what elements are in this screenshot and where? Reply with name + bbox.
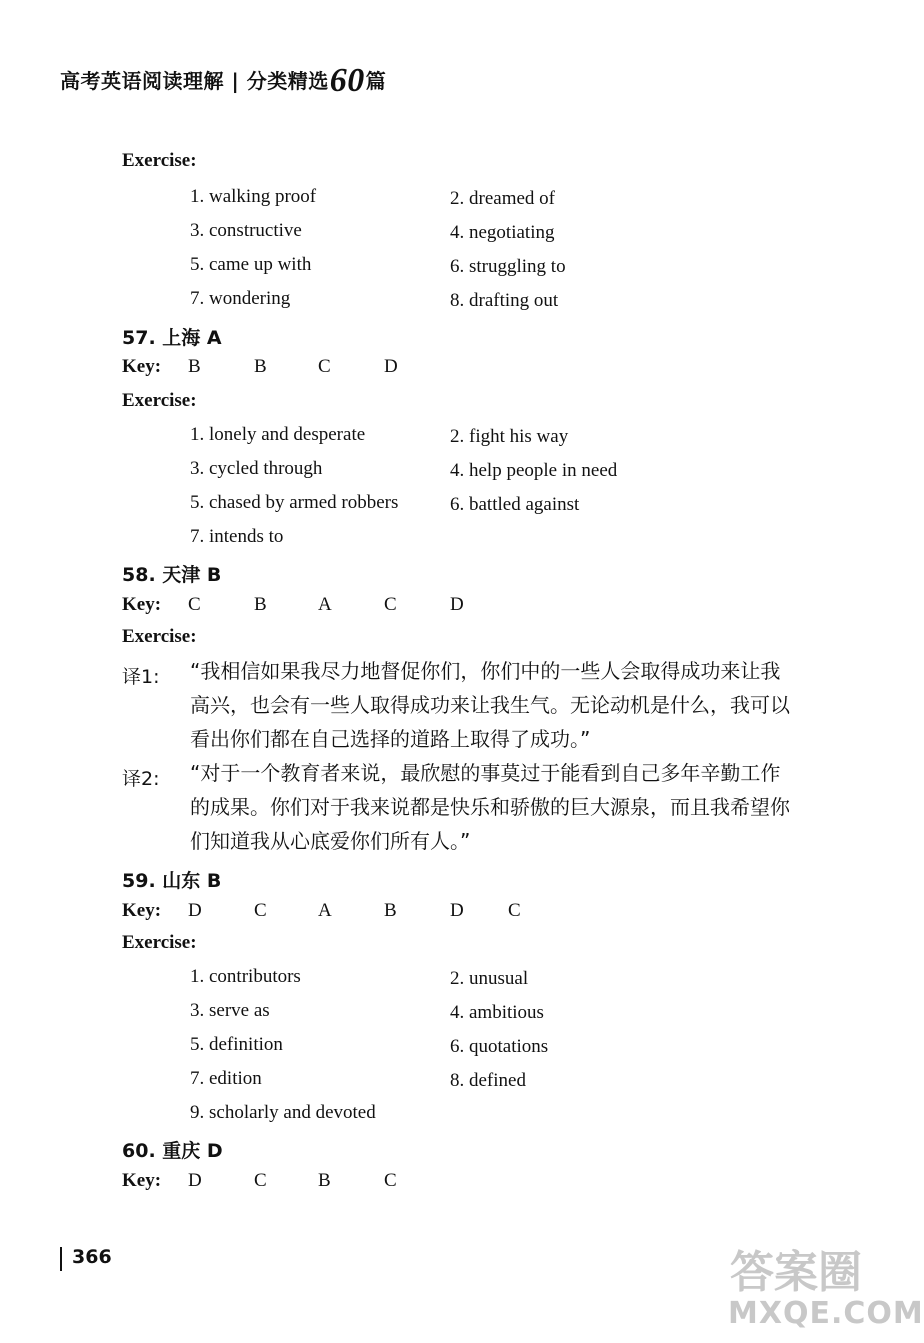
key-row-58: [122, 594, 464, 616]
key-label: Key:: [122, 356, 162, 377]
list-item: 7. wondering: [190, 288, 291, 309]
header-suffix: 篇: [365, 69, 387, 93]
key-answer: D: [188, 1170, 202, 1191]
key-answer: D: [188, 900, 202, 921]
translation-label-2: 译2:: [122, 768, 160, 790]
exercise-label-57: Exercise:: [122, 390, 197, 411]
list-item: 6. quotations: [450, 1036, 549, 1057]
header-title: 高考英语阅读理解 | 分类精选: [60, 69, 329, 93]
list-item: 8. defined: [450, 1070, 526, 1091]
list-item: 4. help people in need: [450, 460, 618, 481]
list-item: 3. serve as: [190, 1000, 270, 1021]
list-item: 5. chased by armed robbers: [190, 492, 399, 513]
list-item: 1. contributors: [190, 966, 301, 987]
list-item: 2. dreamed of: [450, 188, 555, 209]
translation-text-1: “我相信如果我尽力地督促你们，你们中的一些人会取得成功来让我高兴，也会有一些人取得成功来让我生气。无论动机是什么，我可以看出你们都在自己选择的道路上取得了成功。”: [190, 659, 790, 751]
key-answer: D: [384, 356, 398, 377]
key-answer: A: [318, 900, 332, 921]
list-item: 3. constructive: [190, 220, 302, 241]
list-item: 2. unusual: [450, 968, 529, 989]
list-item: 4. ambitious: [450, 1002, 544, 1023]
header-number: 60: [329, 62, 365, 99]
key-answer: A: [318, 594, 332, 615]
key-label: Key:: [122, 594, 162, 615]
translation-label-1: 译1:: [122, 666, 160, 688]
key-row-60: [122, 1170, 397, 1192]
list-item: 8. drafting out: [450, 290, 559, 311]
list-item: 7. edition: [190, 1068, 262, 1089]
key-answer: C: [384, 594, 397, 615]
key-answer: C: [384, 1170, 397, 1191]
page-number: 366: [72, 1246, 112, 1268]
list-item: 6. struggling to: [450, 256, 566, 277]
list-item: 3. cycled through: [190, 458, 323, 479]
key-answer: C: [254, 1170, 267, 1191]
list-item: 2. fight his way: [450, 426, 569, 447]
section-title-60: 60. 重庆 D: [122, 1140, 223, 1162]
list-item: 9. scholarly and devoted: [190, 1102, 376, 1123]
key-answer: B: [254, 356, 267, 377]
list-item: 7. intends to: [190, 526, 284, 547]
key-answer: B: [318, 1170, 331, 1191]
translation-text-2: “对于一个教育者来说，最欣慰的事莫过于能看到自己多年辛勤工作的成果。你们对于我来说都是快乐和骄傲的巨大源泉，而且我希望你们知道我从心底爱你们所有人。”: [190, 761, 790, 853]
exercise-label-59: Exercise:: [122, 932, 197, 953]
key-answer: C: [188, 594, 201, 615]
exercise-label-58: Exercise:: [122, 626, 197, 647]
key-row-57: [122, 356, 398, 378]
key-label: Key:: [122, 900, 162, 921]
key-answer: C: [254, 900, 267, 921]
watermark-logo: 答案圈: [730, 1247, 862, 1298]
list-item: 1. walking proof: [190, 186, 317, 207]
section-title-59: 59. 山东 B: [122, 870, 222, 892]
list-item: 1. lonely and desperate: [190, 424, 366, 445]
key-answer: B: [384, 900, 397, 921]
key-answer: D: [450, 594, 464, 615]
list-item: 5. came up with: [190, 254, 312, 275]
list-item: 4. negotiating: [450, 222, 555, 243]
key-answer: B: [254, 594, 267, 615]
page-number-bar: [60, 1247, 62, 1271]
section-title-58: 58. 天津 B: [122, 564, 222, 586]
key-row-59: [122, 900, 521, 922]
key-answer: C: [508, 900, 521, 921]
key-answer: D: [450, 900, 464, 921]
watermark-url: MXQE.COM: [728, 1296, 924, 1331]
list-item: 5. definition: [190, 1034, 283, 1055]
key-answer: C: [318, 356, 331, 377]
key-label: Key:: [122, 1170, 162, 1191]
list-item: 6. battled against: [450, 494, 580, 515]
key-answer: B: [188, 356, 201, 377]
section-title-57: 57. 上海 A: [122, 327, 222, 349]
book-header: [60, 62, 386, 100]
exercise-label-56: Exercise:: [122, 150, 197, 171]
